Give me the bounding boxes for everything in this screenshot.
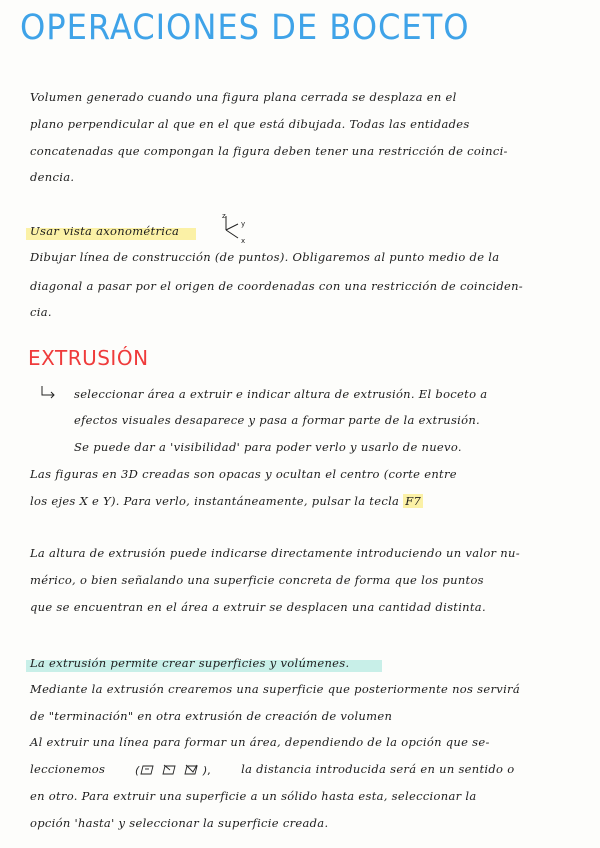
surfaces-line-6: opción 'hasta' y seleccionar la superficie creada.: [30, 816, 329, 830]
arrow-return-icon: [40, 385, 56, 399]
axis-x-label: x: [241, 237, 246, 245]
intro-line-2: plano perpendicular al que en el que está dibujada. Todas las entidades: [30, 117, 470, 131]
extrusion-line-5-text: los ejes X e Y). Para verlo, instantáneamente, pulsar la tecla: [30, 494, 400, 508]
axo-heading: Usar vista axonométrica: [30, 224, 180, 238]
axo-line-1: Dibujar línea de construcción (de puntos). Obligaremos al punto medio de la: [30, 250, 500, 264]
intro-line-1: Volumen generado cuando una figura plana cerrada se desplaza en el: [30, 90, 457, 104]
extrusion-line-4: Las figuras en 3D creadas son opacas y ocultan el centro (corte entre: [30, 467, 457, 481]
surfaces-line-4-a: leccionemos: [30, 762, 106, 776]
axis-z-label: z: [222, 212, 226, 220]
axo-line-3: cia.: [30, 305, 52, 319]
axis-y-label: y: [241, 220, 246, 228]
extrusion-line-2: efectos visuales desaparece y pasa a formar parte de la extrusión.: [74, 413, 481, 427]
intro-line-3: concatenadas que compongan la figura deben tener una restricción de coinci-: [30, 144, 508, 158]
surfaces-line-5: en otro. Para extruir una superficie a un sólido hasta esta, seleccionar la: [30, 789, 477, 803]
surfaces-line-1: Mediante la extrusión crearemos una superficie que posteriormente nos servirá: [30, 682, 520, 696]
axo-line-2: diagonal a pasar por el origen de coordenadas con una restricción de coinciden-: [30, 279, 523, 293]
height-line-2: mérico, o bien señalando una superficie concreta de forma que los puntos: [30, 573, 484, 587]
extrude-direction-icons: [135, 763, 223, 777]
svg-text:),: ),: [203, 764, 212, 777]
extrusion-line-3: Se puede dar a 'visibilidad' para poder verlo y usarlo de nuevo.: [74, 440, 462, 454]
intro-line-4: dencia.: [30, 170, 75, 184]
surfaces-line-4-b: la distancia introducida será en un sentido o: [241, 762, 515, 776]
extrusion-line-1: seleccionar área a extruir e indicar altura de extrusión. El boceto a: [74, 387, 488, 401]
height-line-1: La altura de extrusión puede indicarse directamente introduciendo un valor nu-: [30, 546, 520, 560]
axes-icon: [214, 210, 254, 246]
svg-text:(: (: [135, 764, 140, 777]
surfaces-heading: La extrusión permite crear superficies y volúmenes.: [30, 656, 350, 670]
surfaces-line-3: Al extruir una línea para formar un área, dependiendo de la opción que se-: [30, 735, 490, 749]
extrusion-heading: EXTRUSIÓN: [28, 346, 149, 370]
extrusion-line-5: [30, 494, 423, 508]
page-title: OPERACIONES DE BOCETO: [20, 8, 470, 48]
surfaces-line-2: de "terminación" en otra extrusión de creación de volumen: [30, 709, 393, 723]
height-line-3: que se encuentran en el área a extruir se desplacen una cantidad distinta.: [30, 600, 486, 614]
key-f7-badge: F7: [405, 494, 422, 508]
surfaces-line-4: [30, 762, 514, 777]
